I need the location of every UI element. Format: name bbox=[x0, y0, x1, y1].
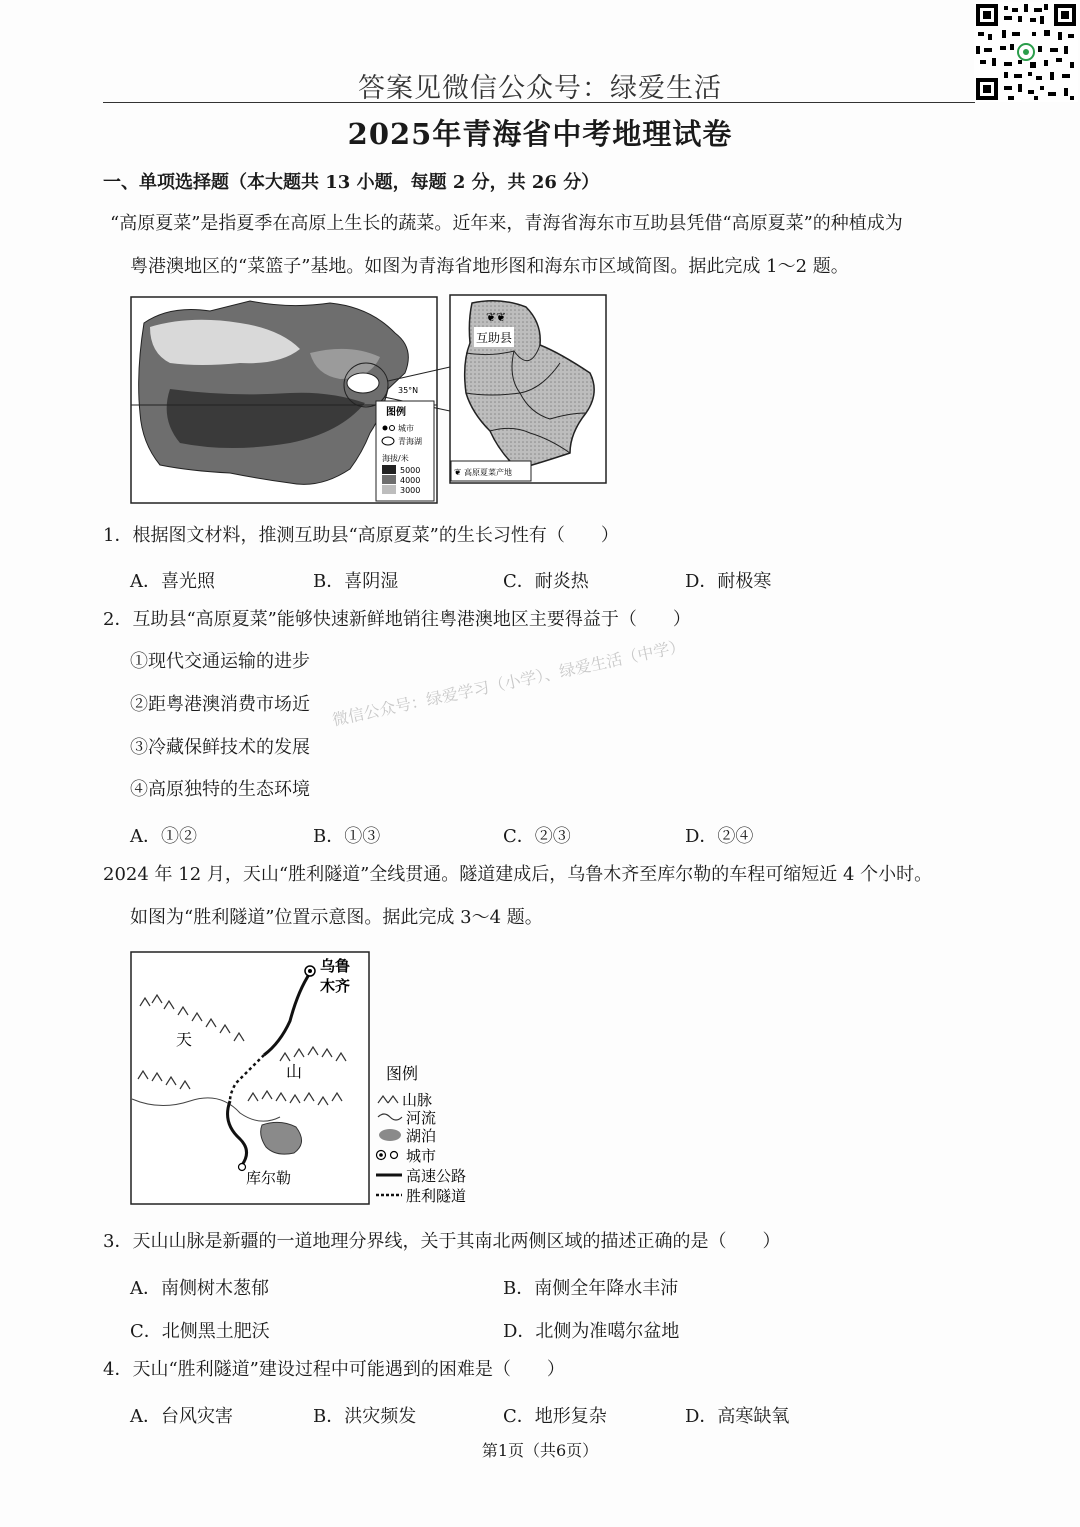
q1-option-b[interactable]: B．喜阴湿 bbox=[313, 571, 399, 592]
material2-line1: 2024 年 12 月，天山“胜利隧道”全线贯通。隧道建成后，乌鲁木齐至库尔勒的车程可缩短近 4 个小时。 bbox=[103, 864, 933, 885]
legend-mountain-icon bbox=[378, 1096, 398, 1103]
map1-legend-title: 图例 bbox=[386, 407, 406, 418]
legend-river-label: 河流 bbox=[406, 1109, 437, 1127]
q2-item-4: ④高原独特的生态环境 bbox=[130, 779, 310, 800]
q2-stem: 2．互助县“高原夏菜”能够快速新鲜地销往粤港澳地区主要得益于（ ） bbox=[103, 609, 691, 630]
city-urumqi-line1: 乌鲁 bbox=[320, 957, 351, 975]
q2-option-d[interactable]: D．②④ bbox=[685, 826, 754, 847]
mountain-label-shan: 山 bbox=[286, 1062, 303, 1081]
city-urumqi-line2: 木齐 bbox=[320, 977, 351, 995]
produce-icon: ❦❦ bbox=[486, 310, 507, 324]
q3-option-b[interactable]: B．南侧全年降水丰沛 bbox=[503, 1278, 679, 1299]
legend-river-icon bbox=[378, 1114, 402, 1120]
q3-option-a[interactable]: A．南侧树木葱郁 bbox=[130, 1278, 269, 1299]
legend-mountain-label: 山脉 bbox=[402, 1091, 433, 1109]
tunnel-map-figure bbox=[130, 951, 480, 1207]
header-rule bbox=[103, 102, 975, 103]
q2-item-3: ③冷藏保鲜技术的发展 bbox=[130, 737, 310, 758]
q2-option-b[interactable]: B．①③ bbox=[313, 826, 381, 847]
material1-line1: “高原夏菜”是指夏季在高原上生长的蔬菜。近年来，青海省海东市互助县凭借“高原夏菜”的种植成为 bbox=[110, 213, 903, 234]
korla-city-icon bbox=[239, 1164, 246, 1171]
legend-elev-title: 海拔/米 bbox=[382, 454, 409, 463]
q3-option-c[interactable]: C．北侧黑土肥沃 bbox=[130, 1321, 270, 1342]
q1-option-a[interactable]: A．喜光照 bbox=[130, 571, 215, 592]
material1-line2: 粤港澳地区的“菜篮子”基地。如图为青海省地形图和海东市区域简图。据此完成 1～2 题。 bbox=[130, 256, 849, 277]
legend-lake-icon bbox=[379, 1129, 401, 1141]
q2-option-c[interactable]: C．②③ bbox=[503, 826, 571, 847]
legend-city-label: 城市 bbox=[398, 424, 414, 433]
q1-option-c[interactable]: C．耐炎热 bbox=[503, 571, 589, 592]
produce-legend-icon: ❦ bbox=[454, 468, 462, 478]
q1-stem: 1．根据图文材料，推测互助县“高原夏菜”的生长习性有（ ） bbox=[103, 525, 619, 546]
page-footer: 第1页（共6页） bbox=[481, 1441, 599, 1460]
legend-tunnel-label: 胜利隧道 bbox=[406, 1187, 467, 1205]
q4-option-b[interactable]: B．洪灾频发 bbox=[313, 1406, 417, 1427]
material2-line2: 如图为“胜利隧道”位置示意图。据此完成 3～4 题。 bbox=[130, 907, 543, 928]
section-heading: 一、单项选择题（本大题共 13 小题，每题 2 分，共 26 分） bbox=[103, 172, 600, 193]
header-note: 答案见微信公众号：绿爱生活 bbox=[358, 73, 722, 104]
qinghai-map-figure bbox=[130, 293, 608, 505]
page-title: 2025年青海省中考地理试卷 bbox=[347, 117, 733, 151]
inset-county-label: 互助县 bbox=[476, 331, 513, 345]
map2-legend-title: 图例 bbox=[386, 1064, 419, 1083]
q4-stem: 4．天山“胜利隧道”建设过程中可能遇到的困难是（ ） bbox=[103, 1359, 565, 1380]
legend-city-label-2: 城市 bbox=[406, 1147, 437, 1165]
q3-stem: 3．天山山脉是新疆的一道地理分界线，关于其南北两侧区域的描述正确的是（ ） bbox=[103, 1231, 781, 1252]
q2-item-2: ②距粤港澳消费市场近 bbox=[130, 694, 310, 715]
elev-value-5000: 5000 bbox=[400, 466, 421, 475]
city-korla-label: 库尔勒 bbox=[246, 1169, 292, 1187]
elev-value-4000: 4000 bbox=[400, 476, 421, 485]
q2-item-1: ①现代交通运输的进步 bbox=[130, 651, 310, 672]
inset-legend-label: 高原夏菜产地 bbox=[464, 468, 512, 477]
q2-option-a[interactable]: A．①② bbox=[130, 826, 197, 847]
q4-option-c[interactable]: C．地形复杂 bbox=[503, 1406, 607, 1427]
legend-lake-label: 青海湖 bbox=[398, 437, 422, 446]
q1-option-d[interactable]: D．耐极寒 bbox=[685, 571, 772, 592]
elev-value-3000: 3000 bbox=[400, 486, 421, 495]
latitude-label: 35°N bbox=[398, 386, 419, 395]
legend-highway-label: 高速公路 bbox=[406, 1167, 467, 1185]
watermark: 微信公众号：绿爱学习（小学）、绿爱生活（中学） bbox=[330, 636, 687, 730]
mountain-label-tian: 天 bbox=[176, 1030, 193, 1049]
q4-option-d[interactable]: D．高寒缺氧 bbox=[685, 1406, 790, 1427]
q3-option-d[interactable]: D．北侧为准噶尔盆地 bbox=[503, 1321, 680, 1342]
q4-option-a[interactable]: A．台风灾害 bbox=[130, 1406, 233, 1427]
legend-lake-label-2: 湖泊 bbox=[406, 1127, 437, 1145]
